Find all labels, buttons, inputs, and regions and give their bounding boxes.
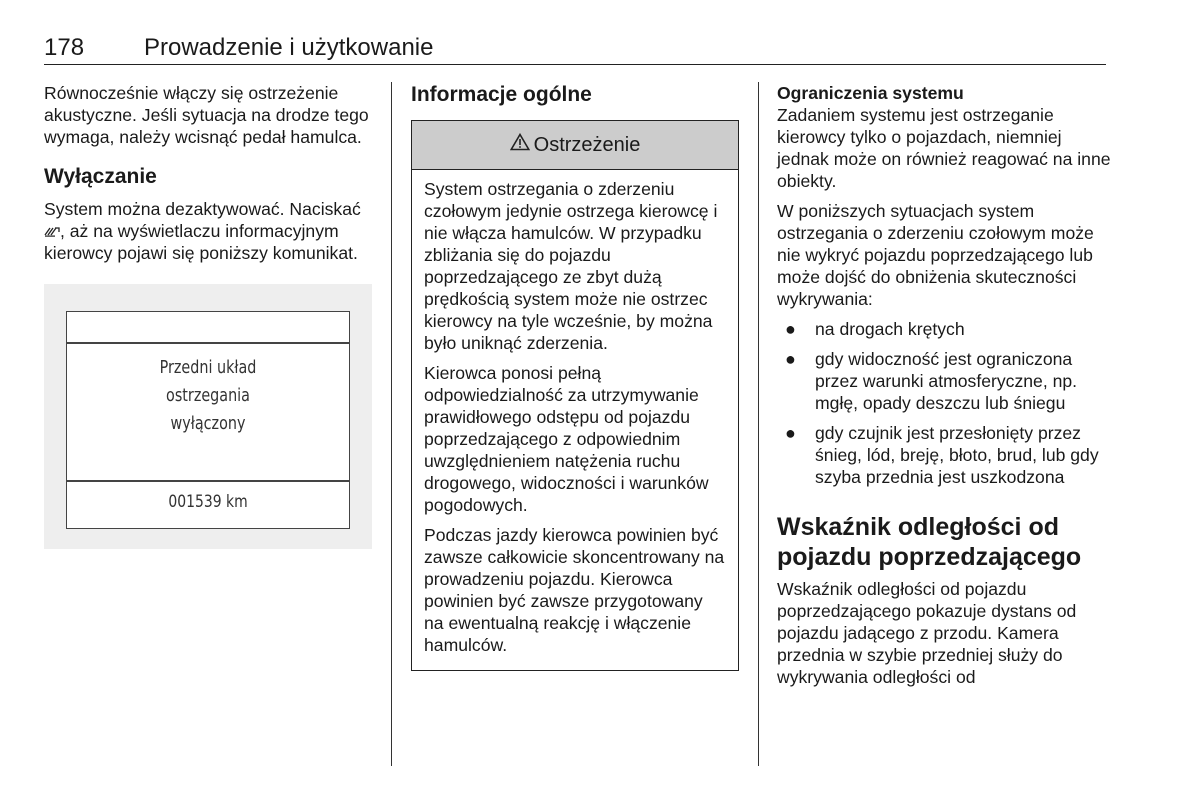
section-heading-general-info: Informacje ogólne <box>411 83 592 106</box>
column-right <box>777 82 1115 696</box>
list-item-text: gdy widoczność jest ograniczona przez warunki atmosferyczne, np. mgłę, opady deszczu lub śniegu <box>815 349 1078 413</box>
bullet-icon: ● <box>785 319 796 339</box>
section-heading-deactivation: Wyłączanie <box>44 165 157 188</box>
warning-header <box>412 121 738 170</box>
column-middle <box>411 82 739 671</box>
distance-indicator-paragraph: Wskaźnik odległości od pojazdu poprzedzającego pokazuje dystans od pojazdu jadącego z przodu. Kamera przednia w szybie przedniej służy do wykrywania odległości od <box>777 579 1077 687</box>
display-message-line: wyłączony <box>170 414 246 434</box>
deactivation-paragraph <box>44 198 374 264</box>
warning-title: Ostrzeżenie <box>533 133 641 156</box>
display-message-line: ostrzegania <box>166 386 250 406</box>
page-header <box>44 34 1106 65</box>
driver-info-display-illustration <box>44 284 372 549</box>
limitations-list <box>777 318 1115 488</box>
list-item-text: na drogach krętych <box>815 319 965 339</box>
display-screen <box>66 311 350 529</box>
display-message <box>92 354 323 438</box>
bullet-icon: ● <box>785 423 796 443</box>
display-divider <box>67 342 349 344</box>
list-item <box>777 318 1115 340</box>
section-heading-distance-indicator: Wskaźnik odległości od pojazdu poprzedzającego <box>777 513 1082 571</box>
page-number: 178 <box>44 34 85 61</box>
deactivation-text-b: , aż na wyświetlaczu informacyjnym kierowcy pojawi się poniższy komunikat. <box>44 221 358 263</box>
warning-box <box>411 120 739 671</box>
bullet-icon: ● <box>785 349 796 369</box>
warning-body <box>412 170 738 670</box>
warning-paragraph: System ostrzegania o zderzeniu czołowym jedynie ostrzega kierowcę i nie włącza hamulców. W przypadku zbliżania się do pojazdu poprzedzającego ze zbyt dużą prędkością system może nie ostrzec kierowcy na tyle wcześnie, by można było uniknąć zderzenia. <box>424 179 718 353</box>
limitations-paragraph: W poniższych sytuacjach system ostrzegania o zderzeniu czołowym może nie wykryć pojazdu poprzedzającego lub może dojść do obniżenia skuteczności wykrywania: <box>777 201 1094 309</box>
column-left <box>44 82 374 549</box>
warning-triangle-icon <box>510 133 530 157</box>
deactivation-text-a: System można dezaktywować. Naciskać <box>44 199 361 219</box>
intro-paragraph: Równocześnie włączy się ostrzeżenie akustyczne. Jeśli sytuacja na drodze tego wymaga, należy wcisnąć pedał hamulca. <box>44 83 369 147</box>
list-item-text: gdy czujnik jest przesłonięty przez śnieg, lód, breję, błoto, brud, lub gdy szyba przednia jest uszkodzona <box>815 423 1099 487</box>
chapter-title: Prowadzenie i użytkowanie <box>144 34 434 61</box>
column-divider <box>758 82 759 766</box>
display-odometer: 001539 km <box>168 492 248 512</box>
display-message-line: Przedni układ <box>159 358 257 378</box>
column-divider <box>391 82 392 766</box>
subheading-system-limitations: Ograniczenia systemu <box>777 83 964 103</box>
list-item <box>777 422 1115 488</box>
display-divider <box>67 480 349 482</box>
collision-warning-button-icon <box>44 221 60 241</box>
list-item <box>777 348 1115 414</box>
warning-paragraph: Podczas jazdy kierowca powinien być zawsze całkowicie skoncentrowany na prowadzeniu pojazdu. Kierowca powinien być zawsze przygotowany na ewentualną reakcję i włączenie hamulców. <box>424 525 725 655</box>
warning-paragraph: Kierowca ponosi pełną odpowiedzialność za utrzymywanie prawidłowego odstępu od pojazdu poprzedzającego z odpowiednim uwzględnieniem natężenia ruchu drogowego, widoczności i warunków pogodowych. <box>424 363 709 515</box>
limitations-paragraph: Zadaniem systemu jest ostrzeganie kierowcy tylko o pojazdach, niemniej jednak może on również reagować na inne obiekty. <box>777 105 1111 191</box>
